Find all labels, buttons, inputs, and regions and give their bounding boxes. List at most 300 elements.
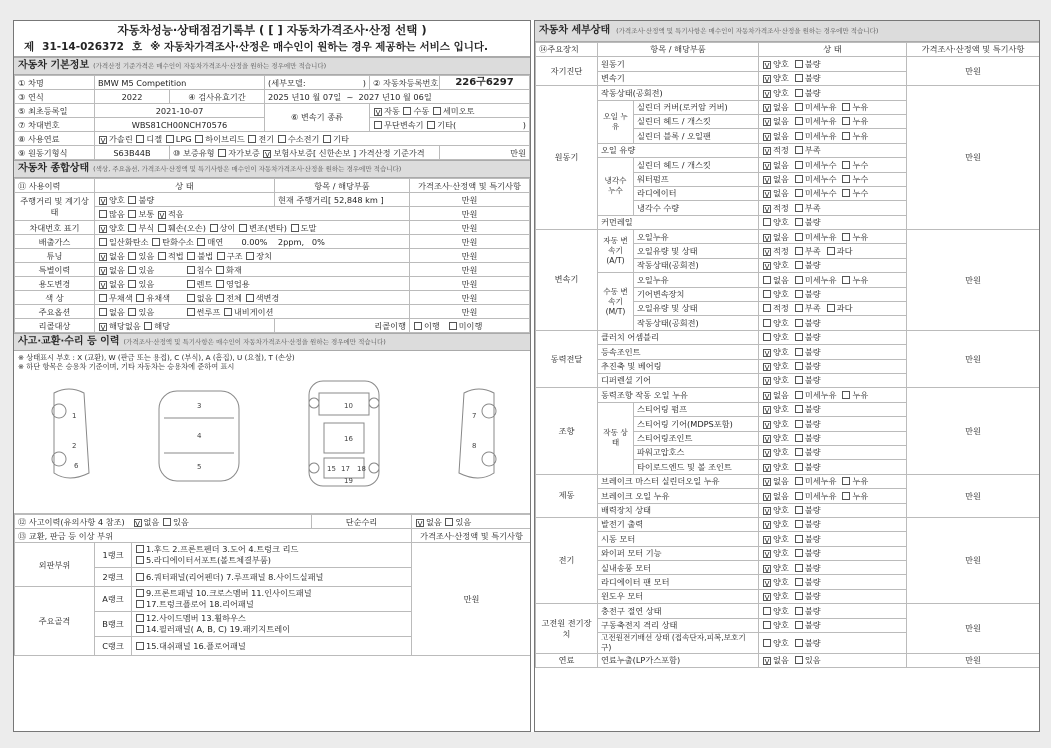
state-option: 불량	[804, 504, 821, 515]
state-checkbox[interactable]	[763, 464, 771, 472]
accident-history	[15, 515, 312, 529]
state-checkbox[interactable]	[763, 234, 771, 242]
rank1-checkbox[interactable]	[136, 545, 144, 553]
trans-manual-checkbox[interactable]	[403, 107, 411, 115]
state-checkbox[interactable]	[763, 593, 771, 601]
state-option: 없음	[773, 116, 789, 127]
rank1-items-text: 1.후드 2.프론트펜더 3.도어 4.트렁크 리드	[146, 544, 299, 554]
state-checkbox[interactable]	[795, 117, 803, 125]
diagram-label-8: 8	[472, 442, 477, 450]
state-checkbox[interactable]	[827, 247, 835, 255]
state-checkbox[interactable]	[763, 205, 771, 213]
fuel-hybrid: 하이브리드	[205, 133, 245, 144]
state-checkbox[interactable]	[795, 420, 803, 428]
detail-item: 오일 유량	[598, 143, 759, 157]
detail-item: 오일유량 및 상태	[634, 244, 759, 258]
detail-sub-label: 수동 변속기 (M/T)	[598, 273, 634, 331]
state-checkbox[interactable]	[842, 233, 850, 241]
detail-item: 윈도우 모터	[598, 589, 759, 603]
detail-title: 자동차 세부상태	[539, 25, 611, 36]
state-checkbox[interactable]	[795, 492, 803, 500]
state-checkbox[interactable]	[763, 565, 771, 573]
state-option: 미세누유	[804, 389, 837, 400]
usage-exists-checkbox[interactable]	[128, 280, 136, 288]
rankA-checkbox[interactable]	[136, 589, 144, 597]
vin-label: ⑦ 차대번호	[15, 118, 95, 132]
state-checkbox[interactable]	[763, 90, 771, 98]
co: 일산화탄소	[109, 236, 149, 247]
state-checkbox[interactable]	[763, 478, 771, 486]
recall-done: 이행	[424, 320, 440, 331]
detail-item: 냉각수 수량	[634, 201, 759, 215]
state-checkbox[interactable]	[763, 392, 771, 400]
fuel-other-checkbox[interactable]	[323, 135, 331, 143]
vin-mismatch-checkbox[interactable]	[210, 224, 218, 232]
state-checkbox[interactable]	[763, 607, 771, 615]
state-checkbox[interactable]	[795, 74, 803, 82]
rank1-radiator-checkbox[interactable]	[136, 556, 144, 564]
detail-state	[759, 604, 907, 618]
price-base-label: 가격산정 기준가격	[358, 147, 425, 158]
state-checkbox[interactable]	[795, 376, 803, 384]
detail-state	[759, 345, 907, 359]
tuning-structure-checkbox[interactable]	[217, 252, 225, 260]
options-state	[95, 305, 410, 319]
state-checkbox[interactable]	[795, 434, 803, 442]
detail-state	[759, 71, 907, 85]
state-checkbox[interactable]	[763, 176, 771, 184]
usage-none: 없음	[109, 278, 125, 289]
current-mileage-value: 52,848 km	[333, 194, 378, 205]
detail-state	[759, 244, 907, 258]
detail-state	[759, 129, 907, 143]
state-checkbox[interactable]	[795, 405, 803, 413]
detail-state	[759, 445, 907, 459]
state-checkbox[interactable]	[763, 147, 771, 155]
detail-item: 작동상태(공회전)	[634, 316, 759, 330]
state-option: 없음	[773, 173, 789, 184]
state-option: 양호	[773, 418, 789, 429]
state-checkbox[interactable]	[795, 621, 803, 629]
trans-cvt-checkbox[interactable]	[374, 121, 382, 129]
simple-repair-state	[412, 515, 531, 529]
state-checkbox[interactable]	[795, 247, 803, 255]
recall-status-label: 리콜이행	[275, 319, 410, 333]
detail-item: 실린더 헤드 / 개스킷	[634, 158, 759, 172]
usage-none-checkbox[interactable]	[99, 281, 107, 289]
special-none: 없음	[109, 264, 125, 275]
state-checkbox[interactable]	[842, 391, 850, 399]
business-checkbox[interactable]	[216, 280, 224, 288]
detail-group-label: 고전원 전기장치	[536, 604, 598, 654]
state-option: 양호	[773, 605, 789, 616]
rankB-pillar-checkbox[interactable]	[136, 625, 144, 633]
state-checkbox[interactable]	[795, 520, 803, 528]
vin-good-checkbox[interactable]	[99, 225, 107, 233]
state-option: 누유	[852, 102, 869, 112]
recall-done-checkbox[interactable]	[414, 322, 422, 330]
full-paint-checkbox[interactable]	[216, 294, 224, 302]
state-checkbox[interactable]	[795, 304, 803, 312]
state-checkbox[interactable]	[795, 218, 803, 226]
detail-group-label: 동력전달	[536, 330, 598, 388]
state-option: 없음	[773, 490, 789, 501]
state-checkbox[interactable]	[763, 349, 771, 357]
state-checkbox[interactable]	[763, 449, 771, 457]
state-option: 없음	[773, 274, 789, 285]
state-checkbox[interactable]	[842, 161, 850, 169]
vin-corrosion-checkbox[interactable]	[128, 224, 136, 232]
recall-applies-checkbox[interactable]	[144, 322, 152, 330]
detail-price-cell: 만원	[907, 654, 1040, 668]
many-checkbox[interactable]	[99, 210, 107, 218]
special-label: 특별이력	[15, 263, 95, 277]
tuning-illegal-checkbox[interactable]	[187, 252, 195, 260]
fuel-h2-checkbox[interactable]	[278, 135, 286, 143]
tuning-legal-checkbox[interactable]	[158, 252, 166, 260]
rankB-checkbox[interactable]	[136, 614, 144, 622]
state-checkbox[interactable]	[795, 132, 803, 140]
state-checkbox[interactable]	[763, 435, 771, 443]
reg-no-label: ② 자동차등록번호	[370, 76, 440, 90]
state-option: 과다	[836, 303, 853, 314]
emission-smoke: 0%	[311, 236, 325, 247]
tuning-none-checkbox[interactable]	[99, 253, 107, 261]
vin-altered-checkbox[interactable]	[239, 224, 247, 232]
usage-change-label: 용도변경	[15, 277, 95, 291]
state-checkbox[interactable]	[795, 506, 803, 514]
few: 적음	[167, 208, 184, 219]
fuel-gasoline-checkbox[interactable]	[99, 136, 107, 144]
rankC-checkbox[interactable]	[136, 642, 144, 650]
achromatic-checkbox[interactable]	[99, 294, 107, 302]
state-checkbox[interactable]	[842, 103, 850, 111]
outer-label: 외판부위	[15, 543, 95, 587]
state-option: 양호	[773, 289, 789, 300]
special-none-checkbox[interactable]	[99, 267, 107, 275]
state-option: 불량	[804, 346, 821, 357]
state-checkbox[interactable]	[795, 175, 803, 183]
fuel-lpg-checkbox[interactable]	[166, 135, 174, 143]
state-checkbox[interactable]	[763, 319, 771, 327]
state-checkbox[interactable]	[795, 103, 803, 111]
state-checkbox[interactable]	[763, 363, 771, 371]
detail-state	[759, 402, 907, 416]
state-checkbox[interactable]	[795, 333, 803, 341]
state-checkbox[interactable]	[763, 579, 771, 587]
navigation-checkbox[interactable]	[224, 308, 232, 316]
history-exists-checkbox[interactable]	[163, 518, 171, 526]
detail-state	[759, 143, 907, 157]
detail-group-label: 제동	[536, 474, 598, 517]
rental-checkbox[interactable]	[187, 280, 195, 288]
state-checkbox[interactable]	[795, 607, 803, 615]
state-checkbox[interactable]	[795, 276, 803, 284]
color-state	[95, 291, 410, 305]
state-checkbox[interactable]	[795, 391, 803, 399]
state-checkbox[interactable]	[763, 406, 771, 414]
detail-state	[759, 654, 907, 668]
state-checkbox[interactable]	[795, 535, 803, 543]
rankA-label: A랭크	[95, 587, 132, 612]
detail-item: 타이로드엔드 및 볼 조인트	[634, 460, 759, 474]
state-option: 불량	[804, 620, 821, 631]
state-checkbox[interactable]	[842, 117, 850, 125]
exchange-price-header: 가격조사·산정액 및 특기사항	[412, 529, 531, 543]
exchange-label: ⑬ 교환, 판금 등 이상 부위	[15, 529, 412, 543]
state-option: 양호	[773, 432, 789, 443]
state-checkbox[interactable]	[842, 189, 850, 197]
detail-price-cell: 만원	[907, 57, 1040, 86]
mileage-good: 양호	[109, 194, 125, 205]
state-checkbox[interactable]	[795, 477, 803, 485]
fuel-diesel-checkbox[interactable]	[136, 135, 144, 143]
fuel-lpg: LPG	[175, 133, 192, 144]
diagram-label-4: 4	[197, 432, 202, 440]
accident-legend	[14, 351, 530, 373]
detail-price-cell: 만원	[907, 604, 1040, 654]
basic-info-header	[14, 57, 530, 75]
vin-mismatch: 상이	[219, 222, 236, 233]
state-checkbox[interactable]	[763, 550, 771, 558]
tuning-exists-checkbox[interactable]	[128, 252, 136, 260]
vin-good: 양호	[109, 222, 125, 233]
smoke: 매연	[207, 236, 224, 247]
warranty-ins-checkbox[interactable]	[263, 150, 271, 158]
fuel-options	[95, 132, 530, 146]
detail-sub-label: 오일 누유	[598, 100, 634, 143]
state-option: 누수	[852, 173, 869, 184]
mileage-bad-checkbox[interactable]	[128, 196, 136, 204]
options-none-checkbox[interactable]	[99, 308, 107, 316]
state-checkbox[interactable]	[763, 262, 771, 270]
detail-state	[759, 460, 907, 474]
state-checkbox[interactable]	[842, 132, 850, 140]
state-checkbox[interactable]	[842, 175, 850, 183]
state-checkbox[interactable]	[842, 492, 850, 500]
state-checkbox[interactable]	[763, 657, 771, 665]
diagram-label-10: 10	[344, 402, 353, 410]
flood-checkbox[interactable]	[187, 266, 195, 274]
inspect-from: 2025 년10 월 07일	[268, 91, 342, 102]
mileage-state	[95, 193, 275, 207]
hc-checkbox[interactable]	[152, 238, 160, 246]
state-checkbox[interactable]	[763, 421, 771, 429]
rank2-items-text: 6.쿼터패널(리어펜더) 7.루프패널 8.사이드실패널	[146, 572, 324, 582]
state-checkbox[interactable]	[795, 564, 803, 572]
warranty-self-checkbox[interactable]	[218, 149, 226, 157]
state-checkbox[interactable]	[763, 75, 771, 83]
state-checkbox[interactable]	[763, 377, 771, 385]
options-exists-checkbox[interactable]	[128, 308, 136, 316]
detail-item: 등속조인트	[598, 345, 759, 359]
overall-h-item: ⑪ 사용이력	[15, 179, 95, 193]
state-checkbox[interactable]	[763, 218, 771, 226]
detail-item: 디퍼렌셜 기어	[598, 373, 759, 387]
state-option: 불량	[804, 432, 821, 443]
co-checkbox[interactable]	[99, 238, 107, 246]
state-checkbox[interactable]	[795, 463, 803, 471]
detail-item: 원동기	[598, 57, 759, 71]
color-change-checkbox[interactable]	[246, 294, 254, 302]
vin-damaged-checkbox[interactable]	[158, 224, 166, 232]
state-option: 양호	[773, 562, 789, 573]
special-exists-checkbox[interactable]	[128, 266, 136, 274]
mileage-good-checkbox[interactable]	[99, 197, 107, 205]
fire-checkbox[interactable]	[216, 266, 224, 274]
doc-no-prefix: 제	[24, 41, 35, 53]
state-checkbox[interactable]	[795, 60, 803, 68]
history-none-checkbox[interactable]	[134, 519, 142, 527]
chromatic-checkbox[interactable]	[136, 294, 144, 302]
detail-item: 추진축 및 베어링	[598, 359, 759, 373]
state-checkbox[interactable]	[827, 304, 835, 312]
recall-not-done-checkbox[interactable]	[449, 322, 457, 330]
fuel-ev-checkbox[interactable]	[248, 135, 256, 143]
color-change: 색변경	[255, 292, 280, 303]
state-option: 양호	[773, 332, 789, 343]
trans-row1	[370, 104, 530, 118]
detail-row	[536, 388, 1040, 402]
state-checkbox[interactable]	[763, 290, 771, 298]
state-option: 불량	[804, 562, 821, 573]
detail-item: 라디에이터 팬 모터	[598, 575, 759, 589]
overall-h-item2: 항목 / 해당부품	[275, 179, 410, 193]
state-option: 미세누수	[804, 188, 837, 199]
state-checkbox[interactable]	[842, 477, 850, 485]
emission-state	[95, 235, 410, 249]
state-checkbox[interactable]	[795, 189, 803, 197]
state-option: 미세누수	[804, 173, 837, 184]
state-checkbox[interactable]	[795, 146, 803, 154]
fuel-hybrid-checkbox[interactable]	[195, 135, 203, 143]
fuel-ev: 전기	[258, 133, 275, 144]
state-checkbox[interactable]	[763, 536, 771, 544]
state-option: 양호	[773, 447, 789, 458]
state-checkbox[interactable]	[795, 233, 803, 241]
few-checkbox[interactable]	[158, 211, 166, 219]
diagram-label-5: 5	[197, 463, 202, 471]
state-checkbox[interactable]	[763, 493, 771, 501]
state-checkbox[interactable]	[795, 362, 803, 370]
state-checkbox[interactable]	[795, 89, 803, 97]
trans-other-checkbox[interactable]	[427, 121, 435, 129]
doc-no-suffix: 호	[131, 41, 143, 53]
tuning-exists: 있음	[138, 250, 155, 261]
overall-table	[14, 178, 530, 333]
state-checkbox[interactable]	[795, 161, 803, 169]
state-checkbox[interactable]	[763, 190, 771, 198]
trans-semi-checkbox[interactable]	[433, 107, 441, 115]
state-checkbox[interactable]	[795, 348, 803, 356]
normal-checkbox[interactable]	[128, 210, 136, 218]
state-checkbox[interactable]	[763, 162, 771, 170]
detail-item: 작동상태(공회전)	[598, 86, 759, 100]
state-checkbox[interactable]	[795, 656, 803, 664]
state-checkbox[interactable]	[763, 133, 771, 141]
state-checkbox[interactable]	[763, 61, 771, 69]
trans-other: 기타(	[437, 119, 457, 130]
state-checkbox[interactable]	[763, 248, 771, 256]
engine: S63B44B	[95, 146, 170, 160]
car-diagram	[14, 373, 530, 514]
detail-price-cell: 만원	[907, 517, 1040, 603]
state-checkbox[interactable]	[795, 204, 803, 212]
state-checkbox[interactable]	[795, 549, 803, 557]
state-option: 없음	[773, 188, 789, 199]
state-option: 미세누유	[804, 274, 837, 285]
detail-row	[536, 654, 1040, 668]
state-checkbox[interactable]	[795, 319, 803, 327]
detail-state	[759, 287, 907, 301]
repair-exists-checkbox[interactable]	[445, 518, 453, 526]
state-option: 적정	[773, 303, 789, 314]
detail-item: 배력장치 상태	[598, 503, 759, 517]
detail-sub-label: 작동 상태	[598, 402, 634, 474]
state-checkbox[interactable]	[763, 104, 771, 112]
state-option: 양호	[773, 87, 789, 98]
trans-cvt: 무단변속기	[384, 119, 424, 130]
detail-model-open: (세부모델:	[268, 77, 306, 88]
special-exists: 있음	[138, 264, 155, 275]
rank2-checkbox[interactable]	[136, 573, 144, 581]
state-option: 누유	[852, 130, 869, 141]
color-none: 없음	[196, 292, 213, 303]
vin-stolen-checkbox[interactable]	[291, 224, 299, 232]
state-checkbox[interactable]	[763, 621, 771, 629]
detail-state	[759, 388, 907, 402]
state-checkbox[interactable]	[795, 290, 803, 298]
state-checkbox[interactable]	[763, 507, 771, 515]
detail-row	[536, 86, 1040, 100]
state-checkbox[interactable]	[763, 521, 771, 529]
state-checkbox[interactable]	[842, 276, 850, 284]
trans-auto-checkbox[interactable]	[374, 108, 382, 116]
state-checkbox[interactable]	[795, 639, 803, 647]
state-checkbox[interactable]	[763, 333, 771, 341]
state-checkbox[interactable]	[763, 118, 771, 126]
accident-title: 사고·교환·수리 등 이력	[18, 336, 120, 347]
detail-item: 라디에이터	[634, 186, 759, 200]
rankA-trunk-checkbox[interactable]	[136, 600, 144, 608]
smoke-checkbox[interactable]	[197, 238, 205, 246]
detail-item: 구동축전지 격리 상태	[598, 618, 759, 632]
first-reg: 2021-10-07	[95, 104, 265, 118]
state-option: 불량	[804, 637, 821, 648]
color-none-checkbox[interactable]	[187, 294, 195, 302]
state-checkbox[interactable]	[795, 578, 803, 586]
tuning-device-checkbox[interactable]	[246, 252, 254, 260]
trans-auto: 자동	[384, 105, 400, 116]
detail-state	[759, 172, 907, 186]
state-checkbox[interactable]	[795, 592, 803, 600]
recall-na-checkbox[interactable]	[99, 323, 107, 331]
sunroof-checkbox[interactable]	[187, 308, 195, 316]
state-checkbox[interactable]	[763, 639, 771, 647]
diagram-label-6: 6	[74, 462, 79, 470]
detail-group-label: 전기	[536, 517, 598, 603]
state-checkbox[interactable]	[763, 276, 771, 284]
state-checkbox[interactable]	[763, 304, 771, 312]
repair-none-checkbox[interactable]	[416, 519, 424, 527]
state-checkbox[interactable]	[795, 448, 803, 456]
state-option: 미세누수	[804, 159, 837, 170]
recall-not-done: 미이행	[458, 320, 483, 331]
tuning-illegal: 불법	[197, 250, 214, 261]
tuning-price: 만원	[410, 249, 530, 263]
state-checkbox[interactable]	[795, 261, 803, 269]
diagram-label-3: 3	[197, 402, 202, 410]
